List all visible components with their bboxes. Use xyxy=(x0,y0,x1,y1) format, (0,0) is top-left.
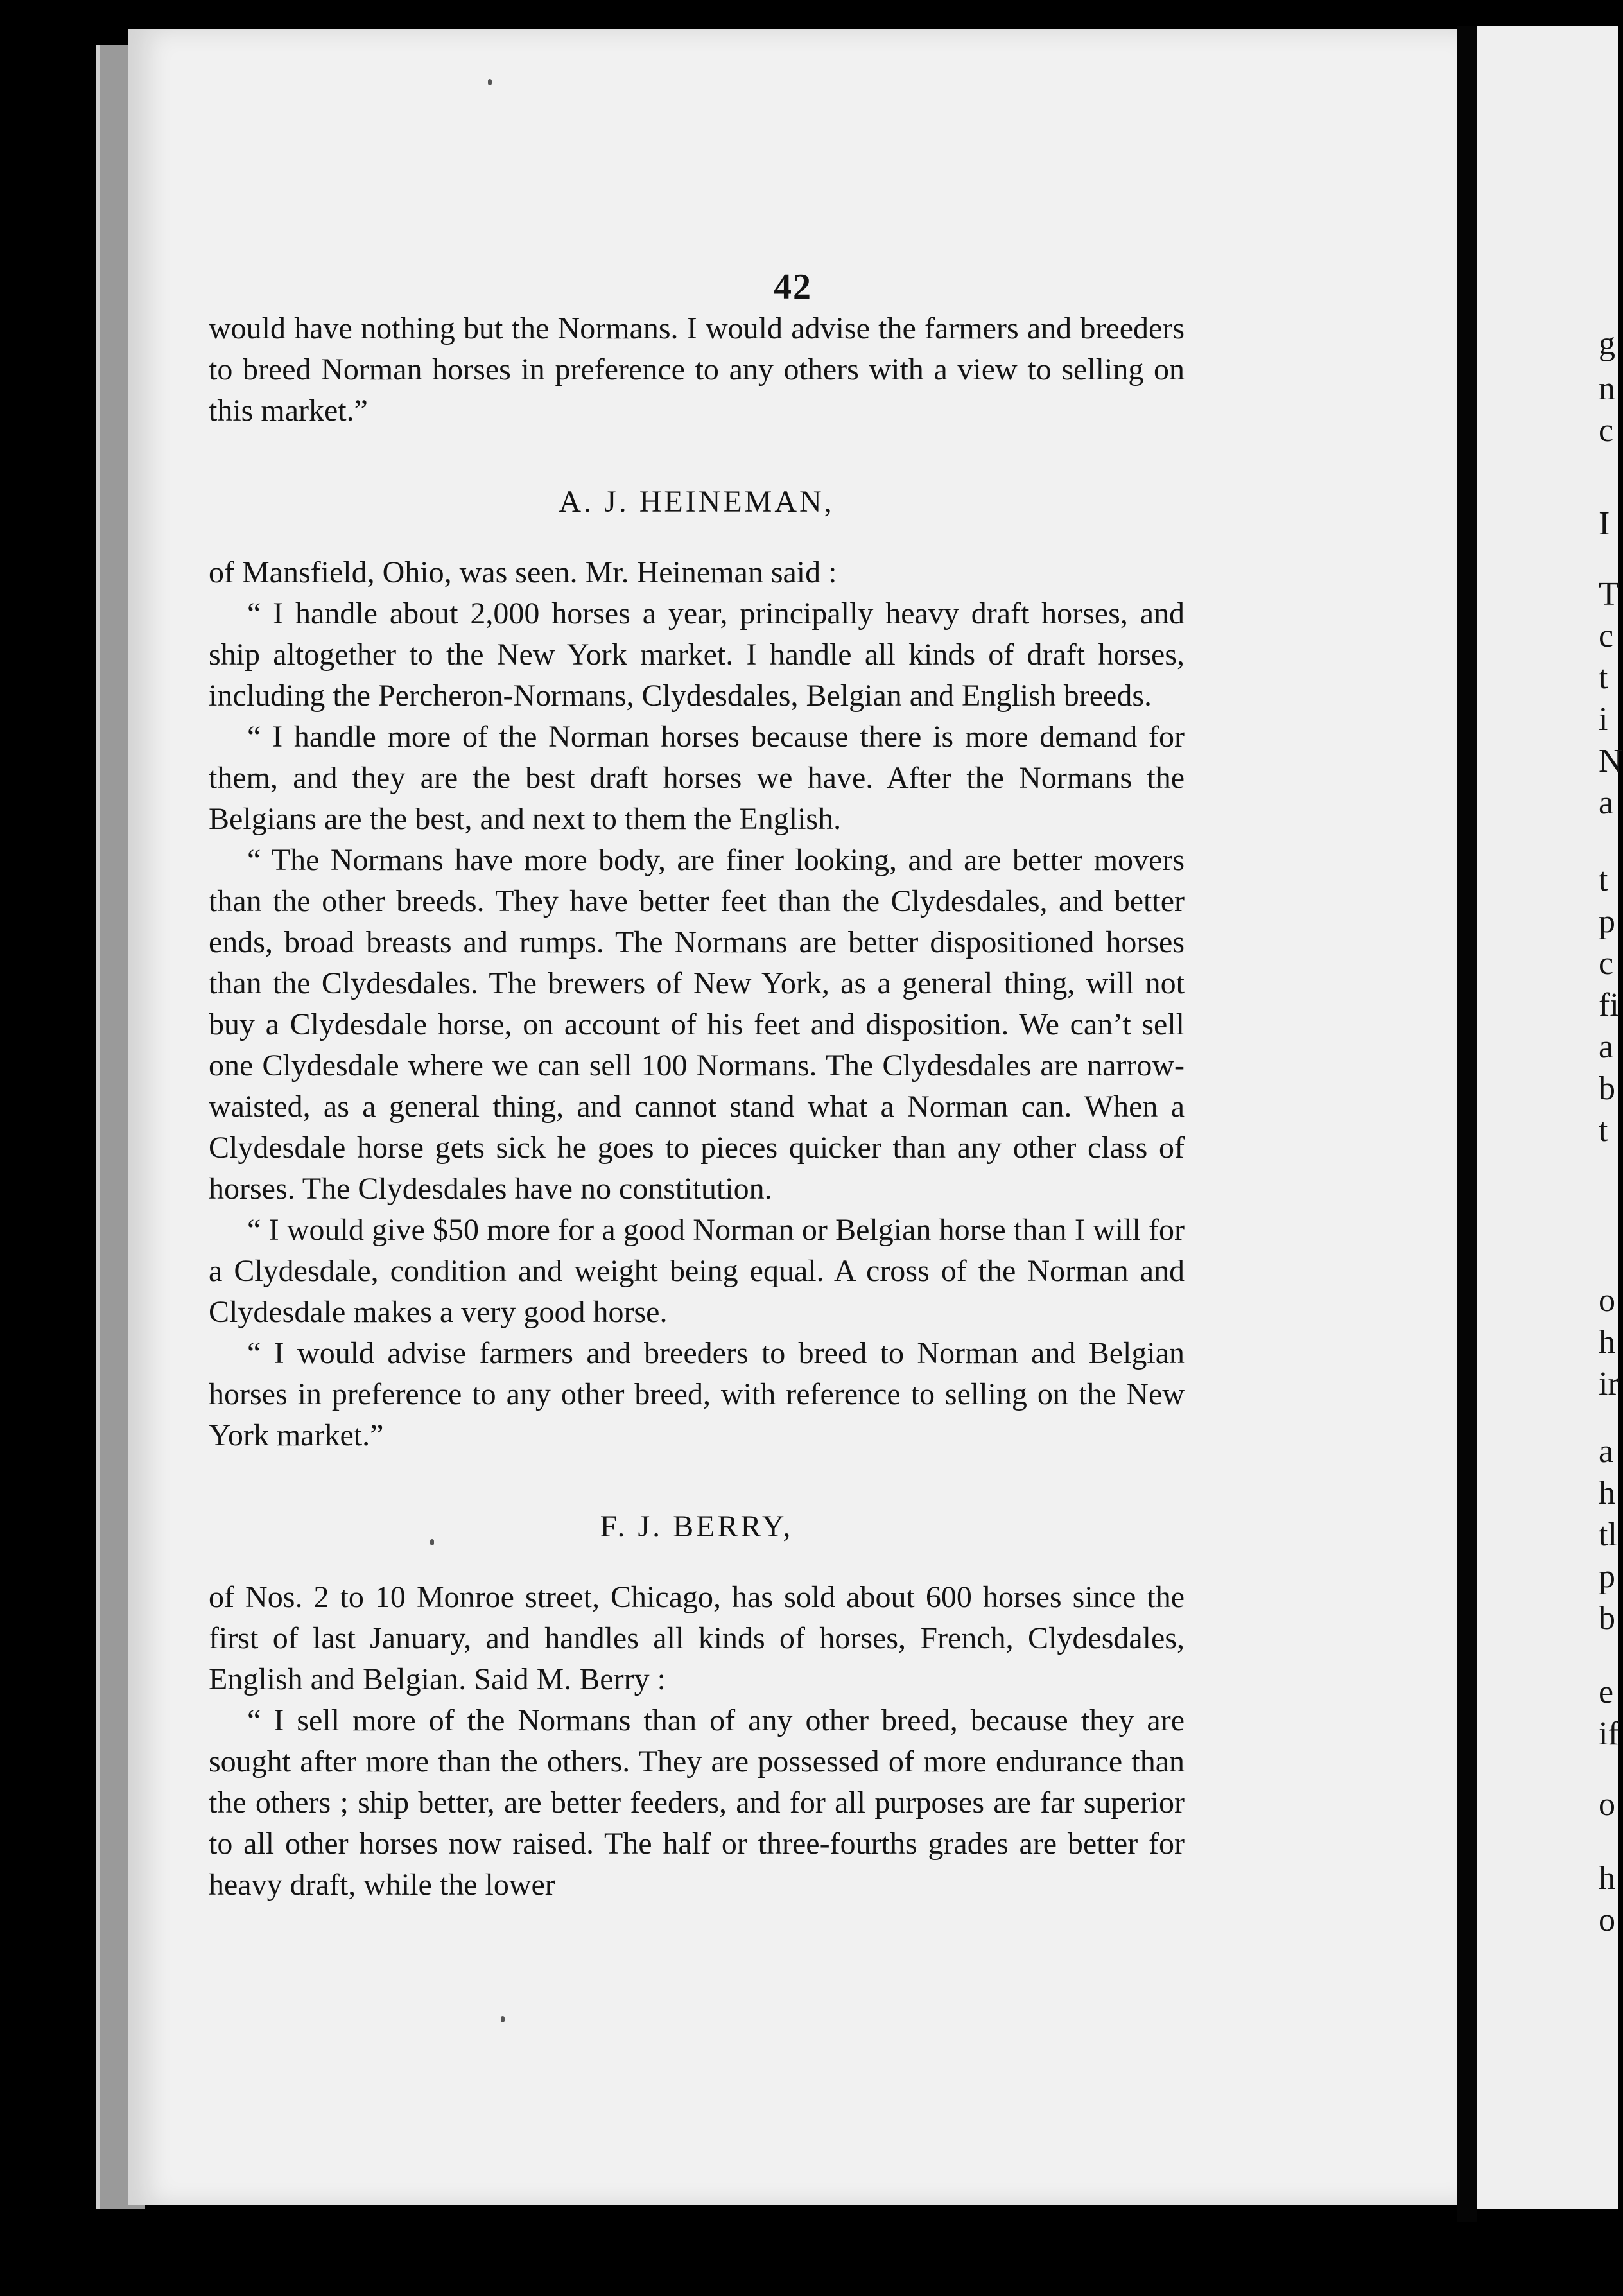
next-page-fragment: o xyxy=(1599,1282,1615,1319)
next-page-fragment: fi xyxy=(1599,987,1619,1023)
paragraph: “ I sell more of the Normans than of any other breed, because they are sought after more than the others. They are possessed of more endurance than the others ; ship better, are better feeders, and for all purposes are far superior to all other horses now raised. The half or three-fourths grades are better for heavy draft, while the lower xyxy=(209,1703,1185,1902)
next-page-fragment: g xyxy=(1599,326,1615,362)
next-page-fragment: p xyxy=(1599,1558,1615,1595)
dust-speck xyxy=(501,2016,505,2022)
page-body xyxy=(209,308,1185,1906)
dust-speck xyxy=(488,79,492,85)
next-page-fragment: t xyxy=(1599,659,1608,696)
next-page-fragment: c xyxy=(1599,618,1614,654)
next-page-fragment: tl xyxy=(1599,1517,1617,1553)
section-heading-berry: F. J. BERRY, xyxy=(600,1509,794,1544)
book-page-right-edge xyxy=(1477,26,1623,2209)
next-page-fragment: t xyxy=(1599,862,1608,898)
paragraph: “ I handle about 2,000 horses a year, principally heavy draft horses, and ship altogether to the New York market. I handle all kinds of draft horses, including the Percheron-Normans, Clydesdales, Belgian and English breeds. xyxy=(209,596,1185,713)
next-page-fragment: o xyxy=(1599,1786,1615,1823)
paragraph: “ The Normans have more body, are finer looking, and are better movers than the other breeds. They have better feet than the Clydesdales, and better ends, broad breasts and rumps. The Normans are better dispositioned horses than the Clydesdales. The brewers of New York, as a general thing, will not buy a Clydesdale horse, on account of his feet and disposition. We can’t sell one Clydesdale where we can sell 100 Normans. The Clydesdales are narrow-waisted, as a general thing, and cannot stand what a Norman can. When a Clydesdale horse gets sick he goes to pieces quicker than any other class of horses. The Clydesdales have no constitution. xyxy=(209,843,1185,1206)
next-page-fragment: c xyxy=(1599,412,1614,449)
section-lead-heineman: of Mansfield, Ohio, was seen. Mr. Heineman said : xyxy=(209,555,837,589)
next-page-fragment: b xyxy=(1599,1070,1615,1107)
paragraph: “ I handle more of the Norman horses because there is more demand for them, and they are the best draft horses we have. After the Normans the Belgians are the best, and next to them the English. xyxy=(209,720,1185,836)
next-page-fragment: t xyxy=(1599,1112,1608,1149)
next-page-fragment: e xyxy=(1599,1674,1614,1710)
next-page-fragment: p xyxy=(1599,903,1615,940)
next-page-fragment: N xyxy=(1599,743,1623,779)
next-page-fragment: if xyxy=(1599,1716,1619,1752)
next-page-fragment: n xyxy=(1599,370,1615,407)
intro-paragraph: would have nothing but the Normans. I would advise the farmers and breeders to breed Norman horses in preference to any others with a view to selling on this market.” xyxy=(209,311,1185,428)
next-page-fragment: h xyxy=(1599,1324,1615,1361)
paragraph: “ I would give $50 more for a good Norman or Belgian horse than I will for a Clydesdale, condition and weight being equal. A cross of the Norman and Clydesdale makes a very good horse. xyxy=(209,1213,1185,1329)
next-page-fragment: a xyxy=(1599,1433,1614,1470)
section-heading-heineman: A. J. HEINEMAN, xyxy=(559,485,835,519)
next-page-fragment: c xyxy=(1599,945,1614,982)
next-page-fragment: I xyxy=(1599,505,1610,542)
paragraph: “ I would advise farmers and breeders to breed to Norman and Belgian horses in preference to any other breed, with reference to selling on the New York market.” xyxy=(209,1336,1185,1452)
page-number: 42 xyxy=(774,267,812,307)
section-lead-berry: of Nos. 2 to 10 Monroe street, Chicago, has sold about 600 horses since the first of last January, and handles all kinds of horses, French, Clydesdales, English and Belgian. Said M. Berry : xyxy=(209,1580,1185,1696)
next-page-fragment: T xyxy=(1599,576,1619,613)
next-page-fragment: b xyxy=(1599,1600,1615,1637)
next-page-fragment: a xyxy=(1599,1029,1614,1065)
next-page-fragment: i xyxy=(1599,701,1608,738)
next-page-fragment: h xyxy=(1599,1860,1615,1897)
next-page-fragment: ir xyxy=(1599,1366,1619,1402)
book-spine-shadow xyxy=(1457,26,1477,2222)
next-page-fragment: a xyxy=(1599,785,1614,821)
next-page-fragment: o xyxy=(1599,1902,1615,1938)
next-page-fragment: h xyxy=(1599,1475,1615,1511)
